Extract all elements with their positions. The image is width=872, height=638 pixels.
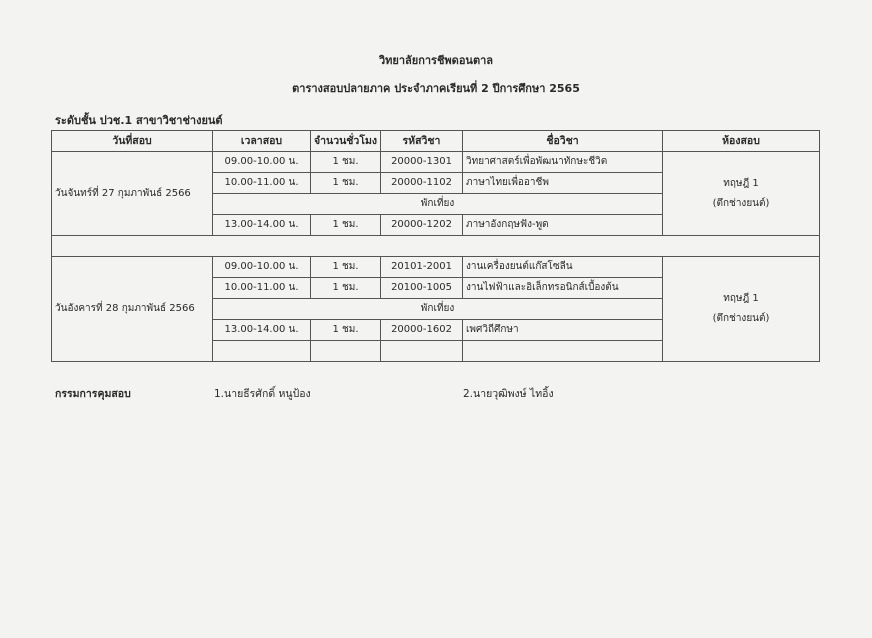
empty-cell [311, 341, 381, 362]
code-cell: 20000-1602 [381, 320, 463, 341]
time-cell: 13.00-14.00 น. [213, 215, 311, 236]
room-name: ทฤษฎี 1 [723, 293, 759, 304]
code-cell: 20000-1202 [381, 215, 463, 236]
committee-label: กรรมการคุมสอบ [55, 388, 131, 400]
header-time: เวลาสอบ [213, 131, 311, 152]
header-code: รหัสวิชา [381, 131, 463, 152]
header-hours: จำนวนชั่วโมง [311, 131, 381, 152]
time-cell: 10.00-11.00 น. [213, 173, 311, 194]
subject-cell: งานเครื่องยนต์แก๊สโซลีน [463, 257, 663, 278]
time-cell: 09.00-10.00 น. [213, 257, 311, 278]
hours-cell: 1 ชม. [311, 173, 381, 194]
section-label: ระดับชั้น ปวช.1 สาขาวิชาช่างยนต์ [55, 114, 223, 127]
schedule-title: ตารางสอบปลายภาค ประจำภาคเรียนที่ 2 ปีการศึกษา 2565 [292, 82, 580, 95]
code-cell: 20101-2001 [381, 257, 463, 278]
empty-cell [381, 341, 463, 362]
empty-cell [463, 341, 663, 362]
hours-cell: 1 ชม. [311, 257, 381, 278]
time-cell: 09.00-10.00 น. [213, 152, 311, 173]
room-cell [663, 152, 820, 236]
hours-cell: 1 ชม. [311, 278, 381, 299]
hours-cell: 1 ชม. [311, 320, 381, 341]
subject-cell: งานไฟฟ้าและอิเล็กทรอนิกส์เบื้องต้น [463, 278, 663, 299]
spacer-row [52, 236, 820, 257]
hours-cell: 1 ชม. [311, 215, 381, 236]
subject-cell: เพศวิถีศึกษา [463, 320, 663, 341]
time-cell: 13.00-14.00 น. [213, 320, 311, 341]
code-cell: 20000-1102 [381, 173, 463, 194]
exam-date-cell: วันจันทร์ที่ 27 กุมภาพันธ์ 2566 [52, 152, 213, 236]
lunch-break-cell: พักเที่ยง [213, 194, 663, 215]
college-name: วิทยาลัยการชีพดอนตาล [378, 54, 494, 67]
header-date: วันที่สอบ [52, 131, 213, 152]
subject-cell: ภาษาอังกฤษฟัง-พูด [463, 215, 663, 236]
table-header-row [52, 131, 820, 152]
time-cell: 10.00-11.00 น. [213, 278, 311, 299]
lunch-break-cell: พักเที่ยง [213, 299, 663, 320]
subject-cell: ภาษาไทยเพื่ออาชีพ [463, 173, 663, 194]
room-cell [663, 257, 820, 362]
committee-member-2: 2.นายวุฒิพงษ์ ไทอิ้ง [463, 388, 554, 400]
hours-cell: 1 ชม. [311, 152, 381, 173]
code-cell: 20000-1301 [381, 152, 463, 173]
spacer-cell [52, 236, 820, 257]
exam-schedule-table [51, 130, 820, 362]
code-cell: 20100-1005 [381, 278, 463, 299]
room-building: (ตึกช่างยนต์) [712, 313, 770, 324]
table-row [52, 257, 820, 278]
room-name: ทฤษฎี 1 [723, 177, 759, 189]
empty-cell [213, 341, 311, 362]
header-room: ห้องสอบ [663, 131, 820, 152]
room-building: (ตึกช่างยนต์) [712, 197, 770, 209]
header-subject: ชื่อวิชา [463, 131, 663, 152]
committee-member-1: 1.นายธีรศักดิ์ หนูป้อง [214, 388, 311, 400]
exam-date-cell: วันอังคารที่ 28 กุมภาพันธ์ 2566 [52, 257, 213, 362]
subject-cell: วิทยาศาสตร์เพื่อพัฒนาทักษะชีวิต [463, 152, 663, 173]
table-row [52, 152, 820, 173]
